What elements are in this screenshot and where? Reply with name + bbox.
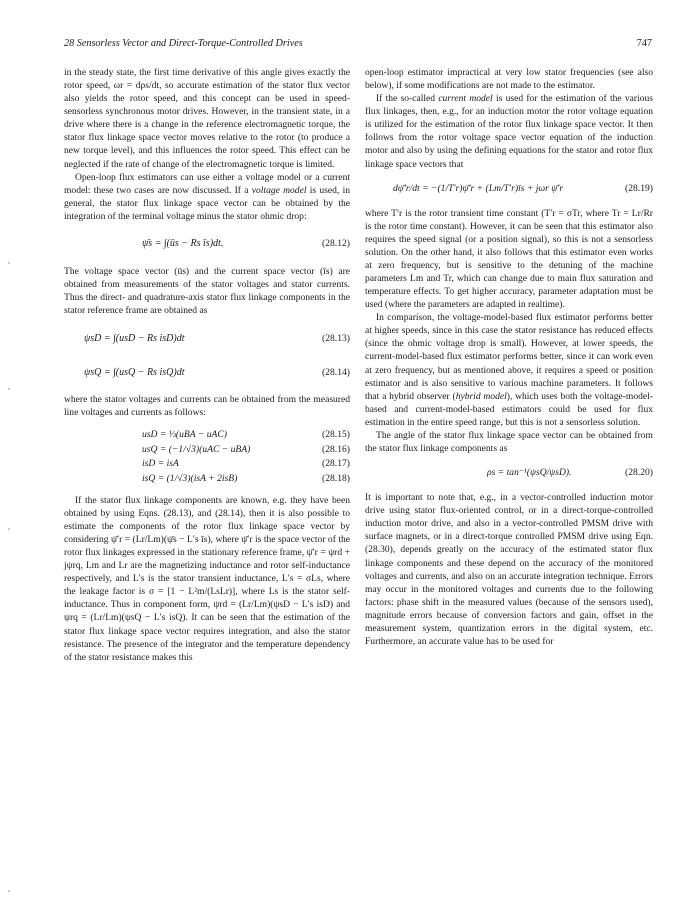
- paragraph: It is important to note that, e.g., in a vector-controlled induction motor drive using stator flux-oriented control, or in a direct-torque-controlled induction motor drive, and also in a vector-controlled PMSM drive with surface magnets, or in a direct-torque controlled PMSM drive using Eqn. (28.30), depends greatly on the accuracy of the estimated stator flux linkage components and these depend on the accuracy of the monitored voltages and currents, and also on an accurate integration technique. Errors may occur in the monitored voltages and currents due to the following factors: phase shift in the measured values (because of the sensors used), magnitude errors because of conversion factors and gain, offset in the measurement system, quantization errors in the digital system, etc. Furthermore, an accurate value has to be used for: [365, 492, 653, 647]
- equation-28-19: dψ̄′r/dt = −(1/T′r)ψ̄′r + (Lm/T′r)īs + jωr ψ̄′r (28.19): [393, 183, 653, 195]
- scan-speck: [8, 262, 10, 264]
- emphasis: hybrid model: [455, 390, 507, 402]
- paragraph: If the stator flux linkage components are known, e.g. they have been obtained by using Eqns. (28.13), and (28.14), then it is also possible to estimate the components of the rotor flux linkage space vector by considering ψ̄′r = (Lr/Lm)(ψ̄s − L′s īs), where ψ̄′r is the space vector of the rotor flux linkages expressed in the stationary reference frame, ψ̄′r = ψrd + jψrq, Lm and Lr are the magnetizing inductance and rotor self-inductance respectively, and L′s is the stator transient inductance, L′s = σLs, where the leakage factor is σ = [1 − L²m/(LsLr)], where Ls is the stator self-inductance. Thus in component form, ψrd = (Lr/Lm)(ψsD − L′s isD) and ψrq = (Lr/Lm)(ψsQ − L′s isQ). It can be seen that the estimation of the stator flux linkage space vector requires integration, and also the stator resistance. The presence of the integrator and the temperature dependency of the stator resistance makes this: [64, 494, 350, 663]
- scan-speck: [8, 388, 10, 390]
- equation-28-20: ρs = tan⁻¹(ψsQ/ψsD). (28.20): [487, 466, 653, 478]
- equation-number: (28.20): [625, 466, 653, 478]
- equation-number: (28.16): [322, 443, 350, 455]
- paragraph: where the stator voltages and currents can be obtained from the measured line voltages and currents as follows:: [64, 394, 350, 419]
- equation-number: (28.13): [322, 332, 350, 344]
- chapter-title: 28 Sensorless Vector and Direct-Torque-Controlled Drives: [64, 38, 303, 49]
- paragraph: If the so-called current model is used for the estimation of the various flux linkages, then, e.g., for an induction motor the rotor voltage equation is utilized for the estimation of the rotor flux linkage space vector. It then follows from the rotor voltage space vector equation of the induction motor and also by using the defining equations for the stator and rotor flux linkage space vectors that: [365, 93, 654, 170]
- emphasis: voltage model: [251, 184, 307, 196]
- equation-number: (28.12): [322, 238, 350, 250]
- right-column: [365, 66, 653, 648]
- equation-number: (28.18): [322, 472, 350, 484]
- equation-number: (28.17): [322, 458, 350, 470]
- equation-28-12: ψ̄s = ∫(ūs − Rs īs)dt. (28.12): [142, 238, 350, 250]
- paragraph: The angle of the stator flux linkage space vector can be obtained from the stator flux linkage components as: [365, 429, 653, 455]
- equation-28-14: ψsQ = ∫(usQ − Rs isQ)dt (28.14): [84, 366, 350, 378]
- left-column: [64, 66, 350, 664]
- equation-number: (28.19): [625, 183, 653, 195]
- equation-number: (28.14): [322, 366, 350, 378]
- paragraph: where T′r is the rotor transient time constant (T′r = σTr, where Tr = Lr/Rr is the rotor time constant). However, it can be seen that this estimator also requires the speed signal (or a position signal), so this is not a sensorless solution. On the other hand, it also follows that this estimator even works at zero frequency, but is sensitive to the detuning of the machine parameters Lm and Tr, which can change due to main flux saturation and temperature effects. To get higher accuracy, parameter adaptation must be used (where the parameters are adapted in realtime).: [365, 207, 653, 311]
- equation-number: (28.15): [322, 429, 350, 441]
- paragraph: In comparison, the voltage-model-based flux estimator performs better at higher speeds, since in this case the stator resistance has reduced effects (since the ohmic voltage drop is small). However, at lower speeds, the current-model-based flux estimator performs better, since it can work even at zero frequency, but as mentioned above, it requires a speed or position estimator and is also sensitive to various machine parameters. It follows that a hybrid observer (hybrid model), which uses both the voltage-model-based and current-model-based estimators could be used for flux estimation in the entire speed range, but this is not a sensorless solution.: [365, 312, 653, 428]
- equation-28-15: usD = ⅓(uBA − uAC) (28.15): [142, 429, 350, 441]
- page-number: 747: [636, 38, 652, 49]
- equation-28-18: isQ = (1/√3)(isA + 2isB) (28.18): [142, 472, 350, 484]
- scan-speck: [8, 528, 10, 530]
- emphasis: current model: [438, 93, 493, 105]
- paragraph: Open-loop flux estimators can use either a voltage model or a current model: these two cases are now discussed. If a voltage model is used, in general, the stator flux linkage space vector can be obtained by the integration of the terminal voltage minus the stator ohmic drop:: [64, 171, 350, 222]
- paragraph: open-loop estimator impractical at very low stator frequencies (see also below), if some modifications are not made to the estimator.: [365, 67, 653, 92]
- paragraph: in the steady state, the first time derivative of this angle gives exactly the rotor speed, ωr = dρs/dt, so accurate estimation of the stator flux vector also yields the rotor speed, and this concept can be used in speed-sensorless synchronous motor drives. However, in the transient state, in a drive where there is a change in the reference electromagnetic torque, the stator flux linkage space vector moves relative to the rotor (to produce a new torque level), and this influences the rotor speed. This effect can be neglected if the rate of change of the electromagnetic torque is limited.: [64, 67, 350, 170]
- equation-28-13: ψsD = ∫(usD − Rs isD)dt (28.13): [84, 332, 350, 344]
- running-header: [64, 38, 652, 52]
- equation-28-16: usQ = (−1/√3)(uAC − uBA) (28.16): [142, 443, 350, 455]
- paragraph: The voltage space vector (ūs) and the current space vector (īs) are obtained from measurements of the stator voltages and stator currents. Thus the direct- and quadrature-axis stator flux linkage components in the stator reference frame are obtained as: [64, 265, 350, 317]
- equation-28-17: isD = isA (28.17): [142, 458, 350, 470]
- scan-speck: [8, 890, 10, 892]
